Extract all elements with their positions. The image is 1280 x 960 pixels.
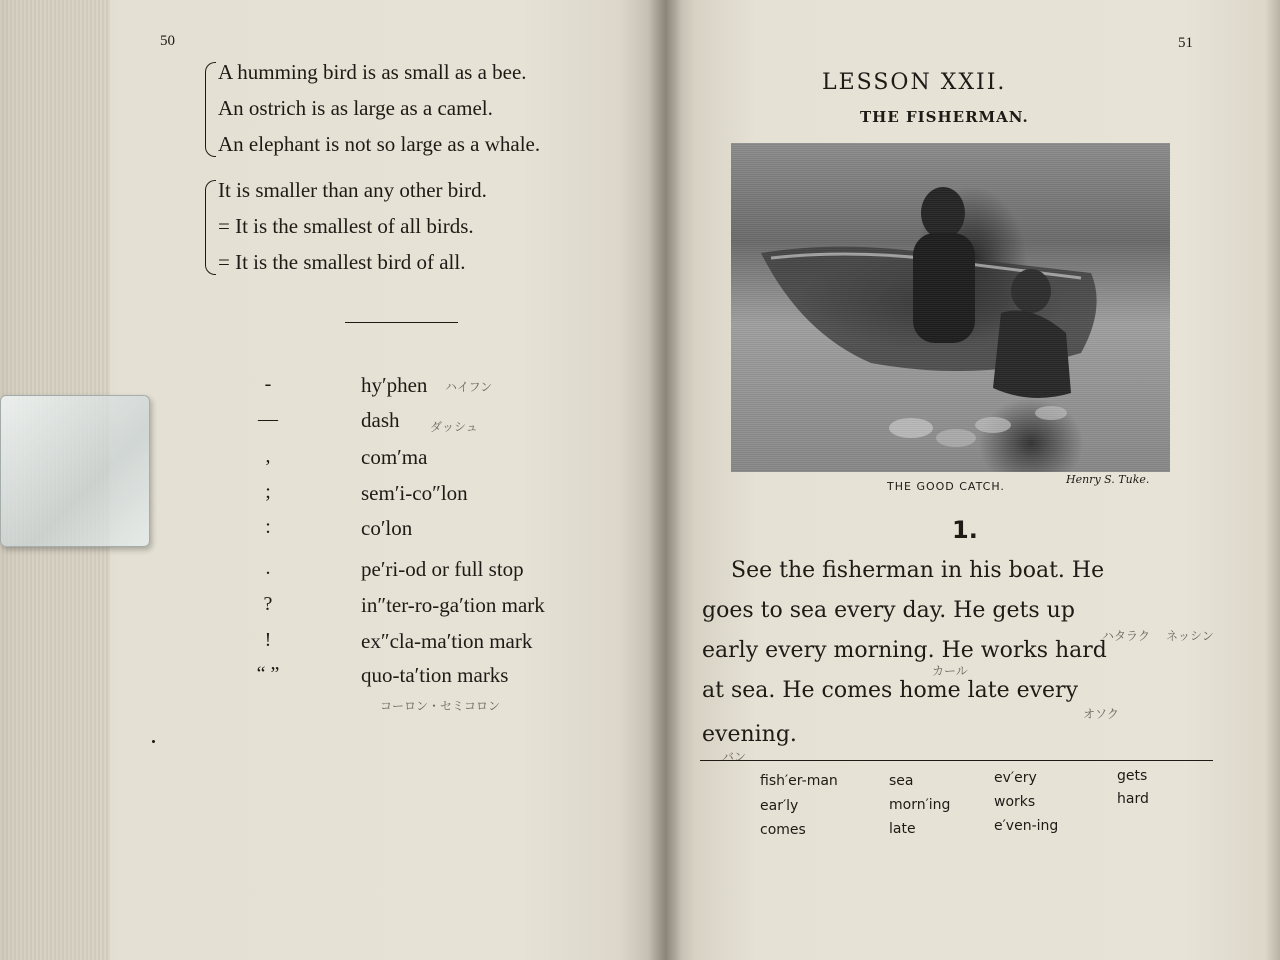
punctuation-symbol: ? bbox=[263, 593, 273, 615]
vocabulary-word: ev′ery bbox=[994, 770, 1037, 786]
punctuation-symbol: “ ” bbox=[256, 663, 280, 685]
ink-speck bbox=[152, 740, 155, 743]
body-line: See the fisherman in his boat. He bbox=[731, 558, 1105, 583]
handwritten-note: ダッシュ bbox=[430, 420, 478, 434]
punctuation-term: ex″cla-ma′tion mark bbox=[361, 629, 533, 653]
punctuation-symbol: ; bbox=[265, 481, 271, 503]
vocabulary-word: fish′er-man bbox=[760, 773, 838, 789]
comparison-line: A humming bird is as small as a bee. bbox=[218, 60, 527, 84]
handwritten-note: ハイフン bbox=[445, 380, 493, 394]
punctuation-symbol: ! bbox=[264, 629, 272, 651]
fisherman-photo bbox=[731, 143, 1170, 472]
handwritten-note: ネッシン bbox=[1166, 629, 1214, 643]
vocabulary-word: gets bbox=[1117, 768, 1148, 784]
photo-scene bbox=[731, 143, 1170, 472]
vocabulary-word: hard bbox=[1117, 791, 1149, 807]
punctuation-symbol: - bbox=[264, 373, 272, 395]
glass-page-holder bbox=[0, 395, 150, 547]
photo-caption: THE GOOD CATCH. bbox=[887, 480, 1005, 493]
punctuation-term: dash bbox=[361, 408, 400, 432]
section-number: 1. bbox=[952, 516, 978, 544]
handwritten-note: コーロン・セミコロン bbox=[380, 699, 501, 713]
left-page-number: 50 bbox=[160, 33, 175, 49]
punctuation-symbol: : bbox=[265, 516, 271, 538]
comparison-line: = It is the smallest bird of all. bbox=[218, 250, 466, 274]
section-divider bbox=[345, 322, 458, 323]
punctuation-term: sem′i-co″lon bbox=[361, 481, 468, 505]
handwritten-note: オソク bbox=[1083, 707, 1119, 721]
punctuation-term: com′ma bbox=[361, 445, 428, 469]
brace-group-1 bbox=[205, 62, 216, 157]
vocabulary-word: sea bbox=[889, 773, 914, 789]
comparison-line: An ostrich is as large as a camel. bbox=[218, 96, 493, 120]
lesson-title: LESSON XXII. bbox=[822, 70, 1007, 95]
comparison-line: An elephant is not so large as a whale. bbox=[218, 132, 541, 156]
handwritten-note: カール bbox=[932, 664, 968, 678]
vocabulary-word: late bbox=[889, 821, 916, 837]
punctuation-term: pe′ri-od or full stop bbox=[361, 557, 524, 581]
handwritten-note: ハタラク bbox=[1102, 629, 1151, 643]
punctuation-symbol: . bbox=[265, 557, 271, 579]
body-line: early every morning. He works hard bbox=[702, 638, 1107, 663]
vocabulary-word: works bbox=[994, 794, 1036, 810]
punctuation-term: co′lon bbox=[361, 516, 413, 540]
vocabulary-divider bbox=[700, 760, 1213, 761]
right-page-number: 51 bbox=[1178, 35, 1193, 51]
body-line: goes to sea every day. He gets up bbox=[702, 598, 1075, 623]
punctuation-term: in″ter-ro-ga′tion mark bbox=[361, 593, 545, 617]
photo-credit: Henry S. Tuke. bbox=[1066, 473, 1150, 486]
punctuation-term: hy′phen bbox=[361, 373, 428, 397]
vocabulary-word: ear′ly bbox=[760, 798, 799, 814]
body-line: at sea. He comes home late every bbox=[702, 678, 1078, 703]
punctuation-symbol: — bbox=[258, 408, 278, 430]
punctuation-term: quo-ta′tion marks bbox=[361, 663, 509, 687]
lesson-subtitle: THE FISHERMAN. bbox=[860, 108, 1029, 126]
vocabulary-word: comes bbox=[760, 822, 806, 838]
punctuation-symbol: , bbox=[265, 445, 271, 467]
book-gutter bbox=[648, 0, 682, 960]
comparison-line: It is smaller than any other bird. bbox=[218, 178, 487, 202]
brace-group-2 bbox=[205, 180, 216, 275]
vocabulary-word: morn′ing bbox=[889, 797, 951, 813]
handwritten-note: バン bbox=[722, 750, 747, 764]
comparison-line: = It is the smallest of all birds. bbox=[218, 214, 474, 238]
vocabulary-word: e′ven-ing bbox=[994, 818, 1059, 834]
body-line: evening. bbox=[702, 722, 797, 747]
